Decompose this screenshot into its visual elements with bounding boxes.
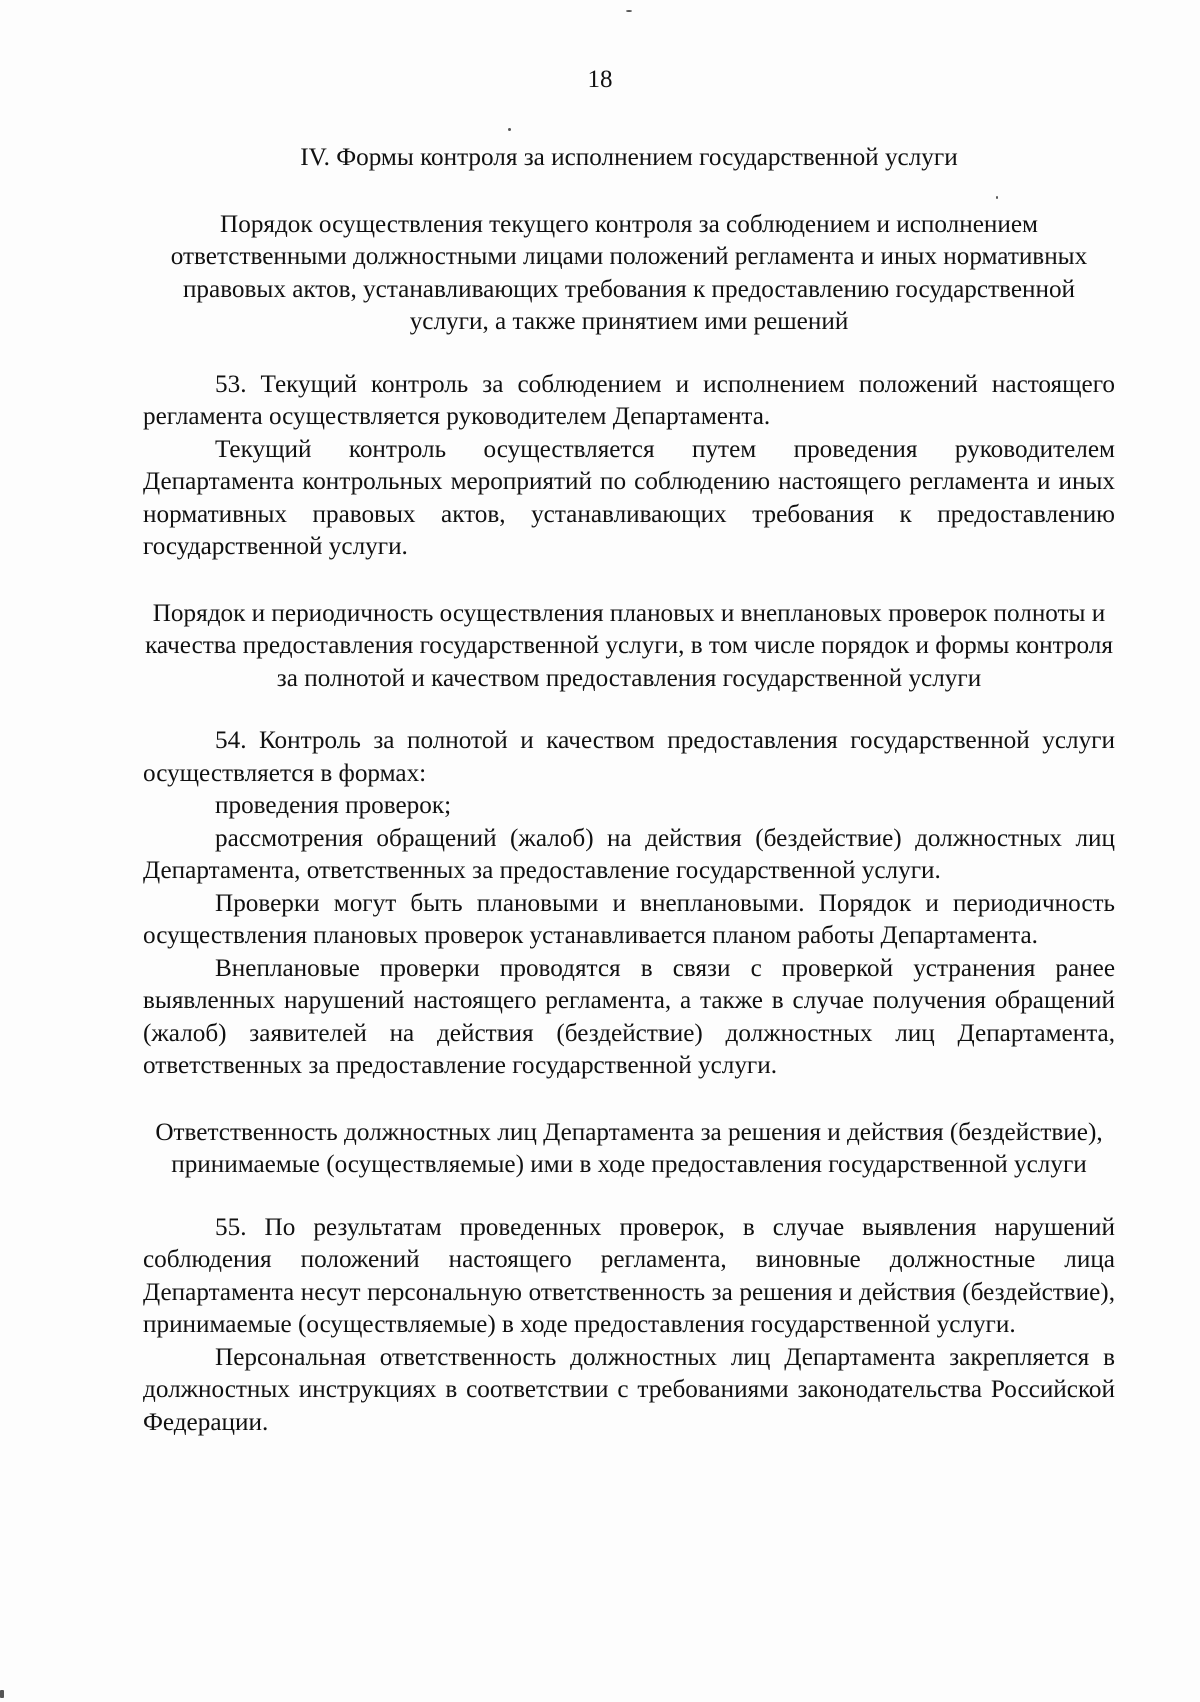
paragraph: Текущий контроль осуществляется путем проведения руководителем Департамента контрольных мероприятий по соблюдению настоящего регламента и иных нормативных правовых актов, устанавливающих требования к предоставлению государственной услуги. [143,435,1115,560]
paragraph: 55. По результатам проведенных проверок, в случае выявления нарушений соблюдения положений настоящего регламента, виновные должностные лица Департамента несут персональную ответственность за решения и действия (бездействие), принимаемые (осуществляемые) в ходе предоставления государственной услуги. [143,1213,1115,1338]
paragraph: Персональная ответственность должностных лиц Департамента закрепляется в должностных инструкциях в соответствии с требованиями законодательства Российской Федерации. [143,1343,1115,1436]
subsection-heading: Порядок осуществления текущего контроля за соблюдением и исполнением ответственными должностными лицами положений регламента и иных нормативных правовых актов, устанавливающих требования к предоставлению государственной услуги, а также принятием ими решений [170,210,1088,335]
document-body [143,142,1115,1439]
paragraph: 53. Текущий контроль за соблюдением и исполнением положений настоящего регламента осуществляется руководителем Департамента. [143,370,1115,430]
paragraph: Проверки могут быть плановыми и внеплановыми. Порядок и периодичность осуществления плановых проверок устанавливается планом работы Департамента. [143,889,1115,949]
paragraph: Внеплановые проверки проводятся в связи с проверкой устранения ранее выявленных нарушений настоящего регламента, а также в случае получения обращений (жалоб) заявителей на действия (бездействие) должностных лиц Департамента, ответственных за предоставление государственной услуги. [143,954,1115,1079]
paragraph: рассмотрения обращений (жалоб) на действия (бездействие) должностных лиц Департамента, ответственных за предоставление государственной услуги. [143,824,1115,884]
paragraph: 54. Контроль за полнотой и качеством предоставления государственной услуги осуществляется в формах: [143,727,1115,787]
scan-speck [508,128,511,131]
paragraph: проведения проверок; [215,792,452,819]
scan-speck [626,10,632,12]
subsection-heading: Порядок и периодичность осуществления плановых и внеплановых проверок полноты и качества предоставления государственной услуги, в том числе порядок и формы контроля за полнотой и качеством предоставления государственной услуги [145,599,1113,692]
scan-speck [0,1690,4,1698]
subsection-heading: Ответственность должностных лиц Департамента за решения и действия (бездействие), принимаемые (осуществляемые) ими в ходе предоставления государственной услуги [155,1118,1103,1178]
page-number: 18 [587,66,613,93]
section-title: IV. Формы контроля за исполнением государственной услуги [300,144,958,171]
